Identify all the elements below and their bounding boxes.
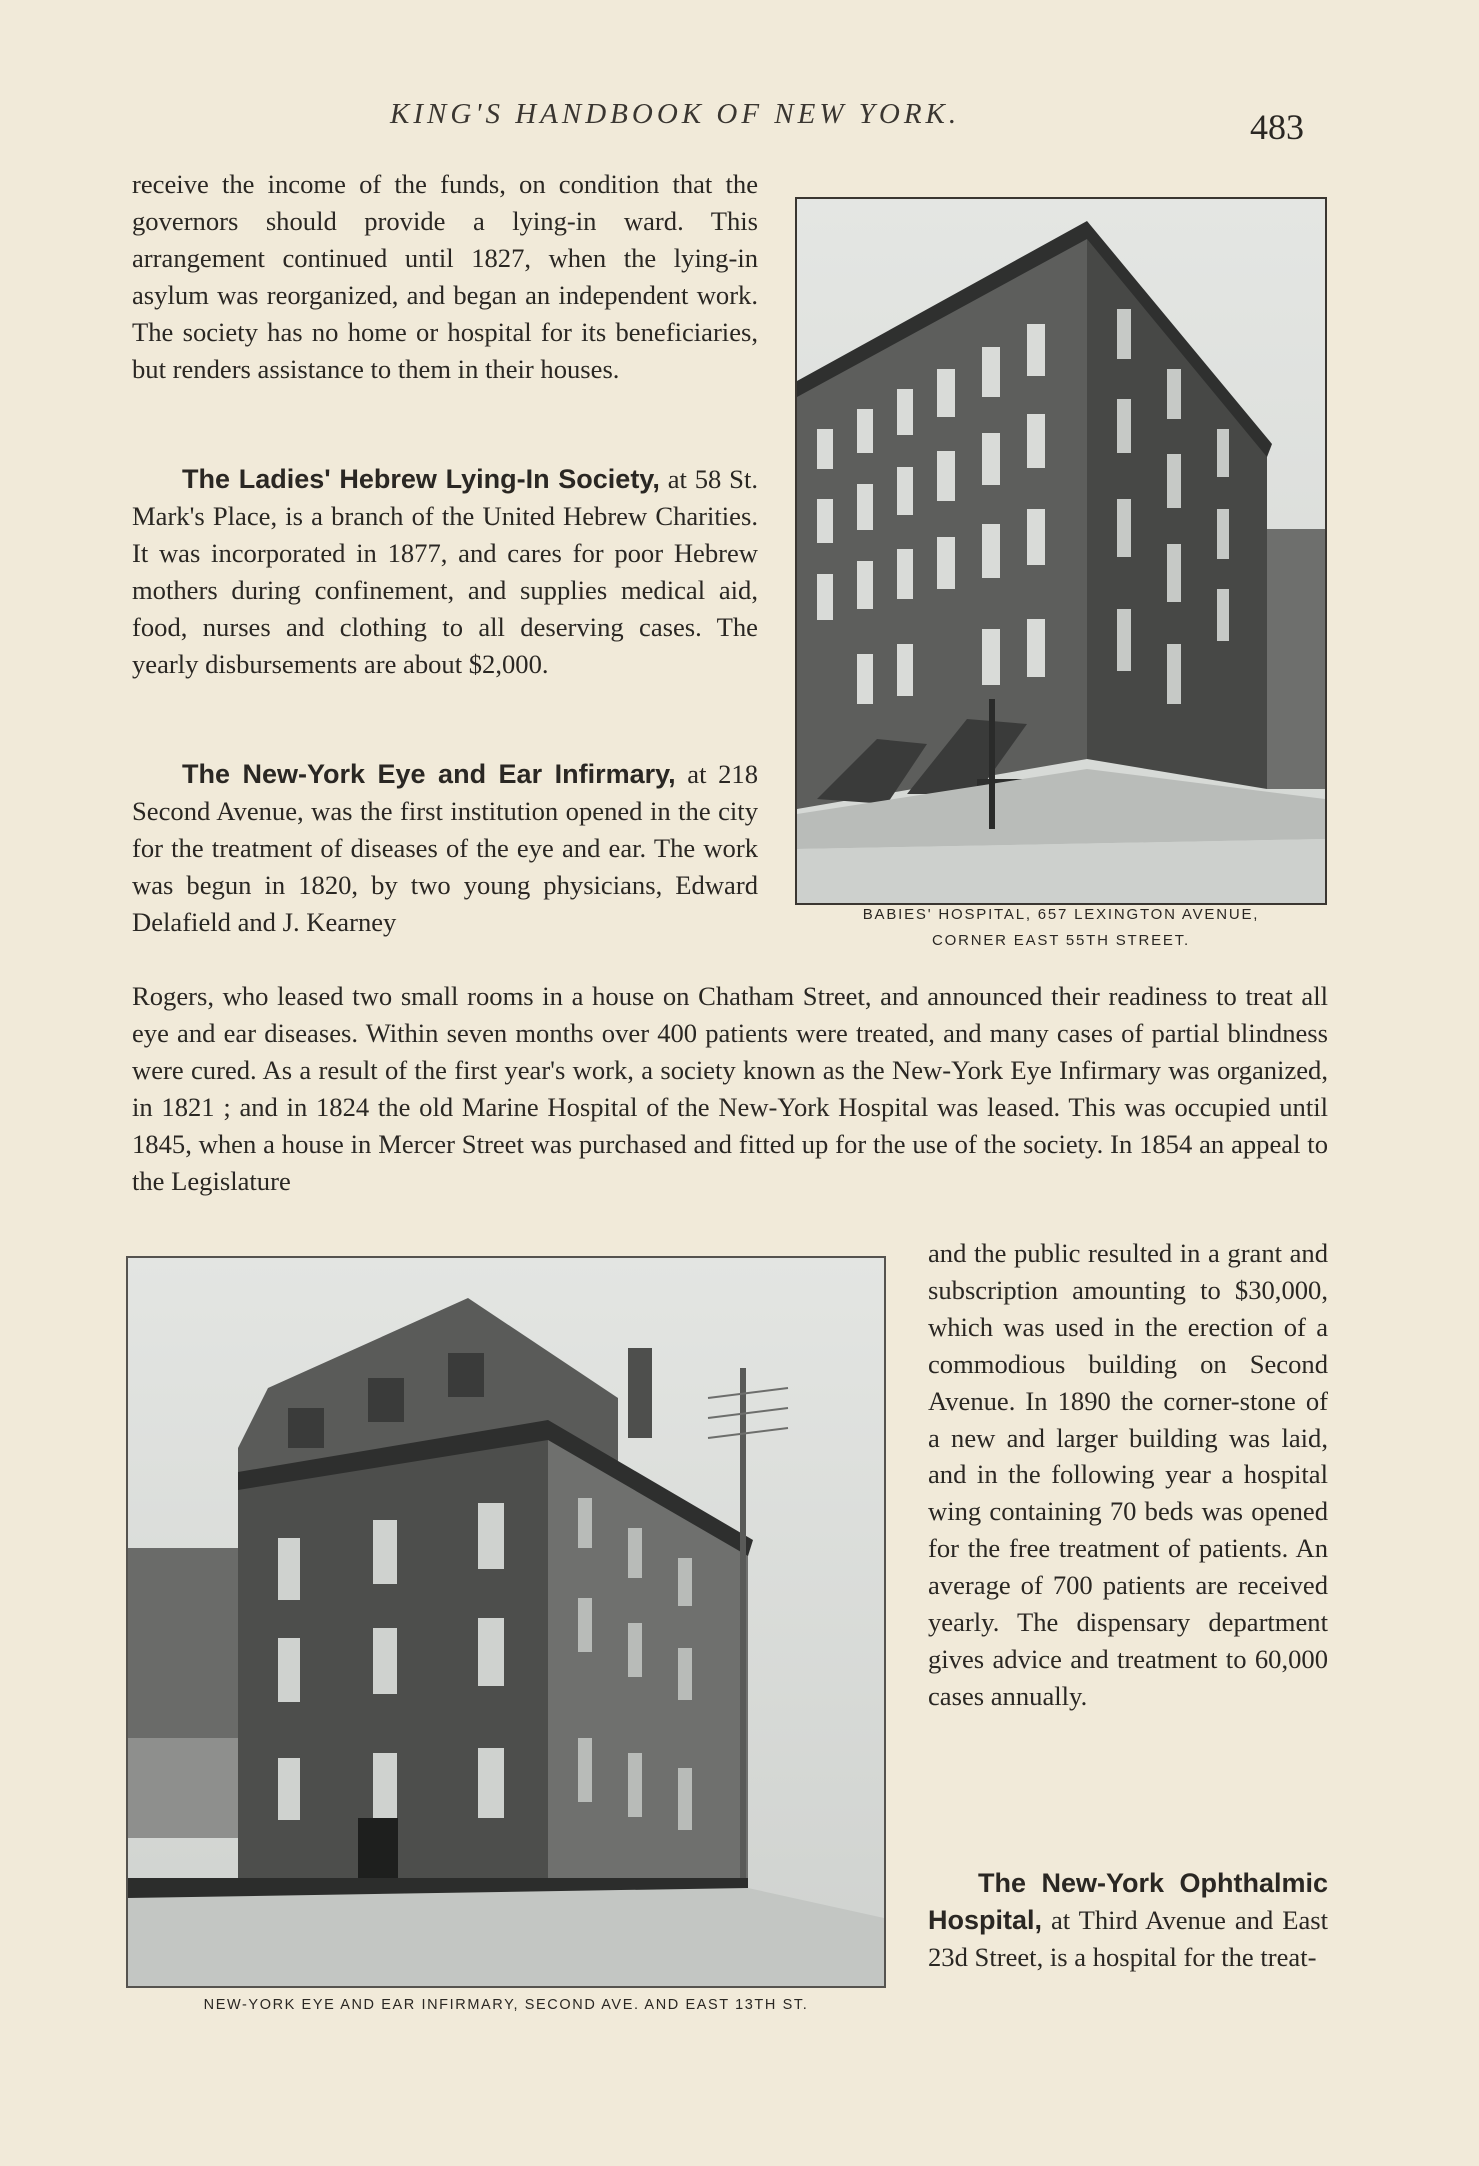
- babies-hospital-photo: [795, 197, 1327, 905]
- section-heading: The New-York Ophthalmic Hospital,: [928, 1868, 1328, 1935]
- paragraph-eye-ear-right-column: [928, 1235, 1328, 1715]
- caption-line: CORNER EAST 55TH STREET.: [932, 932, 1190, 949]
- figure-caption-eye-ear-infirmary: [126, 1992, 886, 2018]
- paragraph-text: at 218 Second Avenue, was the first institution opened in the city for the treatment of diseases of the eye and ear. The work was begun in 1820, by two young physicians, Edward Delafield and J. Kearney: [132, 759, 759, 937]
- paragraph-text: receive the income of the funds, on condition that the governors should provide a lying-in ward. This arrangement continued until 1827, when the lying-in asylum was reorganized, and began an independent work. The society has no home or hospital for its beneficiaries, but renders assistance to them in their houses.: [132, 169, 758, 384]
- paragraph-eye-ear-continued: [132, 978, 1328, 1199]
- paragraph-ladies-hebrew: [132, 461, 758, 682]
- building-illustration: [797, 199, 1325, 903]
- caption-line: BABIES' HOSPITAL, 657 LEXINGTON AVENUE,: [862, 906, 1260, 923]
- section-heading: The Ladies' Hebrew Lying-In Society,: [182, 464, 660, 494]
- building-illustration: [128, 1258, 884, 1986]
- page-number: 483: [1250, 107, 1304, 147]
- paragraph-text: Rogers, who leased two small rooms in a house on Chatham Street, and announced their readiness to treat all eye and ear diseases. Within seven months over 400 patients were treated, and many cases of partial blindness were cured. As a result of the first year's work, a society known as the New-York Eye Infirmary was organized, in 1821 ; and in 1824 the old Marine Hospital of the New-York Hospital was leased. This was occupied until 1845, when a house in Mercer Street was purchased and fitted up for the use of the society. In 1854 an appeal to the Legislature: [132, 981, 1328, 1196]
- caption-line: NEW-YORK EYE AND EAR INFIRMARY, SECOND AVE. AND EAST 13TH ST.: [203, 1997, 809, 2013]
- paragraph-eye-ear-infirmary: [132, 756, 758, 941]
- paragraph-text: at Third Avenue and East 23d Street, is a hospital for the treat-: [928, 1904, 1328, 1972]
- paragraph-text: and the public resulted in a grant and subscription amounting to $30,000, which was used in the erection of a commodious building on Second Avenue. In 1890 the corner-stone of a new and larger building was laid, and in the following year a hospital wing containing 70 beds was opened for the free treatment of patients. An average of 700 patients are received yearly. The dispensary department gives advice and treatment to 60,000 cases annually.: [928, 1238, 1328, 1711]
- running-title: KING'S HANDBOOK OF NEW YORK.: [390, 98, 961, 130]
- paragraph-continuation: [132, 166, 758, 387]
- eye-ear-infirmary-photo: [126, 1256, 886, 1988]
- figure-caption-babies-hospital: [800, 902, 1322, 954]
- section-heading: The New-York Eye and Ear Infirmary,: [182, 759, 676, 789]
- running-header: [0, 98, 1479, 148]
- paragraph-ophthalmic-hospital: [928, 1865, 1328, 1976]
- paragraph-text: at 58 St. Mark's Place, is a branch of the United Hebrew Charities. It was incorporated in 1877, and cares for poor Hebrew mothers during confinement, and supplies medical aid, food, nurses and clothing to all deserving cases. The yearly disbursements are about $2,000.: [132, 464, 758, 679]
